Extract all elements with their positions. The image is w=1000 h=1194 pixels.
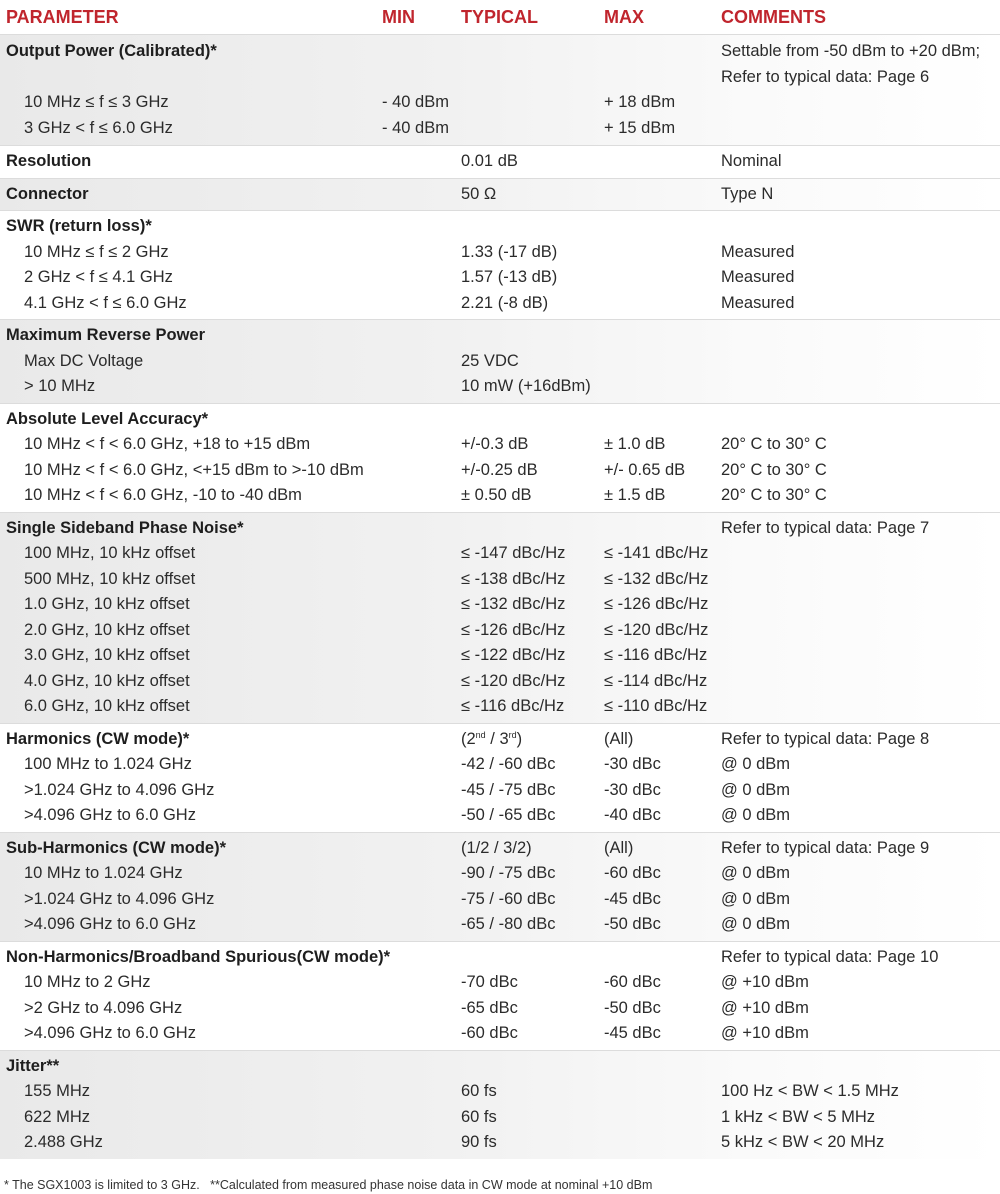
parameter-cell: 10 MHz < f < 6.0 GHz, -10 to -40 dBm xyxy=(24,486,302,504)
footnote: * The SGX1003 is limited to 3 GHz. **Calculated from measured phase noise data in CW mode at nominal +10 dBm xyxy=(4,1178,653,1192)
parameter-cell: 2 GHz < f ≤ 4.1 GHz xyxy=(24,268,173,286)
section-title-row xyxy=(0,945,1000,971)
parameter-cell: >1.024 GHz to 4.096 GHz xyxy=(24,780,215,799)
table-row xyxy=(0,669,1000,695)
table-row xyxy=(0,970,1000,996)
max-cell: -50 dBc xyxy=(604,998,661,1017)
table-row xyxy=(0,752,1000,778)
parameter-cell: 100 MHz to 1.024 GHz xyxy=(24,755,192,773)
typical-cell: (1/2 / 3/2) xyxy=(461,838,532,857)
table-row xyxy=(0,996,1000,1022)
comments-cell: Refer to typical data: Page 6 xyxy=(721,67,930,86)
spec-section xyxy=(0,210,1000,319)
table-row xyxy=(0,567,1000,593)
section-title-row xyxy=(0,39,1000,65)
parameter-cell: 2.0 GHz, 10 kHz offset xyxy=(24,620,190,639)
typical-cell: 25 VDC xyxy=(461,351,519,370)
parameter-cell: SWR (return loss)* xyxy=(6,217,152,235)
typical-cell: ≤ -116 dBc/Hz xyxy=(461,697,565,715)
typical-cell: ≤ -122 dBc/Hz xyxy=(461,646,566,664)
table-row xyxy=(0,90,1000,116)
table-row xyxy=(0,116,1000,142)
section-title-row xyxy=(0,836,1000,862)
table-row xyxy=(0,240,1000,266)
parameter-cell: 10 MHz ≤ f ≤ 2 GHz xyxy=(24,242,169,261)
typical-cell: -45 / -75 dBc xyxy=(461,780,556,799)
parameter-cell: > 10 MHz xyxy=(24,377,96,395)
table-row xyxy=(0,265,1000,291)
harmonics-typical-part: rd xyxy=(508,729,517,740)
typical-cell: 0.01 dB xyxy=(461,152,518,170)
table-row xyxy=(0,1130,1000,1156)
parameter-cell: Max DC Voltage xyxy=(24,351,144,370)
parameter-cell: 155 MHz xyxy=(24,1082,91,1100)
max-cell: ± 1.0 dB xyxy=(604,435,666,453)
header-comments: COMMENTS xyxy=(721,7,826,27)
header-typical: TYPICAL xyxy=(461,7,539,27)
parameter-cell: 3.0 GHz, 10 kHz offset xyxy=(24,646,190,664)
typical-cell: -42 / -60 dBc xyxy=(461,755,556,773)
header-max: MAX xyxy=(604,7,644,27)
comments-cell: 20° C to 30° C xyxy=(721,435,827,453)
comments-cell: @ 0 dBm xyxy=(721,889,791,908)
harmonics-typical-part: / 3 xyxy=(485,729,509,748)
comments-cell: 5 kHz < BW < 20 MHz xyxy=(721,1133,885,1151)
comments-cell: 20° C to 30° C xyxy=(721,460,827,479)
max-cell: (All) xyxy=(604,729,634,748)
table-row xyxy=(0,694,1000,720)
section-title-row xyxy=(0,727,1000,753)
parameter-cell: Connector xyxy=(6,184,89,203)
typical-cell: -90 / -75 dBc xyxy=(461,864,556,882)
comments-cell: Measured xyxy=(721,268,795,286)
max-cell: ≤ -120 dBc/Hz xyxy=(604,620,709,639)
parameter-cell: Non-Harmonics/Broadband Spurious(CW mode)* xyxy=(6,947,391,966)
parameter-cell: 100 MHz, 10 kHz offset xyxy=(24,544,196,562)
comments-cell: @ +10 dBm xyxy=(721,1024,809,1042)
section-title-row xyxy=(0,182,1000,208)
comments-cell: @ +10 dBm xyxy=(721,973,809,991)
parameter-cell: 10 MHz to 2 GHz xyxy=(24,973,151,991)
table-row xyxy=(0,1105,1000,1131)
harmonics-typical-part: (2 xyxy=(461,729,476,748)
parameter-cell: Maximum Reverse Power xyxy=(6,326,206,344)
max-cell: -60 dBc xyxy=(604,973,661,991)
parameter-cell: >4.096 GHz to 6.0 GHz xyxy=(24,915,196,933)
typical-cell: 50 Ω xyxy=(461,184,497,203)
table-row xyxy=(0,618,1000,644)
max-cell: ≤ -141 dBc/Hz xyxy=(604,544,709,562)
table-row xyxy=(0,803,1000,829)
comments-cell: Settable from -50 dBm to +20 dBm; xyxy=(721,42,981,60)
section-title-row xyxy=(0,214,1000,240)
min-cell: - 40 dBm xyxy=(382,93,449,111)
parameter-cell: 10 MHz to 1.024 GHz xyxy=(24,864,183,882)
max-cell: -60 dBc xyxy=(604,864,661,882)
typical-cell: -65 / -80 dBc xyxy=(461,915,556,933)
comments-cell: Refer to typical data: Page 8 xyxy=(721,729,930,748)
typical-cell: 1.57 (-13 dB) xyxy=(461,268,558,286)
max-cell: -45 dBc xyxy=(604,889,661,908)
harmonics-typical-part: nd xyxy=(475,729,486,740)
parameter-cell: 622 MHz xyxy=(24,1107,91,1126)
typical-cell: -70 dBc xyxy=(461,973,518,991)
typical-cell: -75 / -60 dBc xyxy=(461,889,556,908)
max-cell: ≤ -126 dBc/Hz xyxy=(604,595,709,613)
typical-cell: ≤ -126 dBc/Hz xyxy=(461,620,566,639)
max-cell: (All) xyxy=(604,838,634,857)
typical-cell: 2.21 (-8 dB) xyxy=(461,293,549,312)
comments-cell: @ 0 dBm xyxy=(721,806,791,824)
max-cell: ≤ -114 dBc/Hz xyxy=(604,671,708,690)
spec-section xyxy=(0,941,1000,1050)
parameter-cell: >1.024 GHz to 4.096 GHz xyxy=(24,889,215,908)
table-row xyxy=(0,291,1000,317)
table-row xyxy=(0,483,1000,509)
parameter-cell: Absolute Level Accuracy* xyxy=(6,409,209,428)
max-cell: + 18 dBm xyxy=(604,93,676,111)
typical-cell: ≤ -120 dBc/Hz xyxy=(461,671,566,690)
table-row xyxy=(0,887,1000,913)
comments-cell: @ 0 dBm xyxy=(721,864,791,882)
parameter-cell: 10 MHz < f < 6.0 GHz, <+15 dBm to >-10 dBm xyxy=(24,460,364,479)
section-title-row xyxy=(0,149,1000,175)
parameter-cell: 1.0 GHz, 10 kHz offset xyxy=(24,595,190,613)
table-row xyxy=(0,778,1000,804)
parameter-cell: 4.1 GHz < f ≤ 6.0 GHz xyxy=(24,293,187,312)
comments-cell: 20° C to 30° C xyxy=(721,486,827,504)
typical-cell: ≤ -132 dBc/Hz xyxy=(461,595,566,613)
max-cell: -40 dBc xyxy=(604,806,661,824)
table-row xyxy=(0,1021,1000,1047)
header-parameter: PARAMETER xyxy=(6,7,119,27)
spec-section xyxy=(0,319,1000,403)
table-row xyxy=(0,912,1000,938)
max-cell: ≤ -132 dBc/Hz xyxy=(604,569,709,588)
comments-cell: @ 0 dBm xyxy=(721,755,791,773)
comments-cell: Measured xyxy=(721,293,795,312)
typical-cell: +/-0.3 dB xyxy=(461,435,529,453)
comments-cell: Refer to typical data: Page 10 xyxy=(721,947,939,966)
comments-cell: 100 Hz < BW < 1.5 MHz xyxy=(721,1082,899,1100)
parameter-cell: 3 GHz < f ≤ 6.0 GHz xyxy=(24,118,173,137)
typical-cell: 90 fs xyxy=(461,1133,497,1151)
parameter-cell: 10 MHz ≤ f ≤ 3 GHz xyxy=(24,93,169,111)
typical-cell xyxy=(461,727,522,753)
max-cell: ± 1.5 dB xyxy=(604,486,666,504)
typical-cell: ≤ -147 dBc/Hz xyxy=(461,544,566,562)
min-cell: - 40 dBm xyxy=(382,118,449,137)
section-title-row xyxy=(0,516,1000,542)
comments-cell: @ 0 dBm xyxy=(721,915,791,933)
table-row xyxy=(0,458,1000,484)
parameter-cell: Harmonics (CW mode)* xyxy=(6,729,190,748)
table-row xyxy=(0,592,1000,618)
comments-cell: Refer to typical data: Page 7 xyxy=(721,518,930,537)
spec-section xyxy=(0,34,1000,145)
table-row xyxy=(0,374,1000,400)
table-row xyxy=(0,861,1000,887)
section-title-row xyxy=(0,407,1000,433)
spec-section xyxy=(0,145,1000,178)
section-title-row xyxy=(0,1054,1000,1080)
typical-cell: ± 0.50 dB xyxy=(461,486,532,504)
comments-cell: @ +10 dBm xyxy=(721,998,809,1017)
table-row xyxy=(0,432,1000,458)
typical-cell: ≤ -138 dBc/Hz xyxy=(461,569,566,588)
max-cell: +/- 0.65 dB xyxy=(604,460,686,479)
typical-cell: -65 dBc xyxy=(461,998,518,1017)
parameter-cell: 4.0 GHz, 10 kHz offset xyxy=(24,671,190,690)
comments-cell: @ 0 dBm xyxy=(721,780,791,799)
typical-cell: 1.33 (-17 dB) xyxy=(461,242,558,261)
spec-section xyxy=(0,512,1000,723)
max-cell: ≤ -116 dBc/Hz xyxy=(604,646,708,664)
typical-cell: -50 / -65 dBc xyxy=(461,806,556,824)
comments-cell: Type N xyxy=(721,184,774,203)
spec-section xyxy=(0,1050,1000,1159)
table-row xyxy=(0,541,1000,567)
table-header xyxy=(0,0,1000,34)
parameter-cell: Resolution xyxy=(6,152,92,170)
parameter-cell: 10 MHz < f < 6.0 GHz, +18 to +15 dBm xyxy=(24,435,311,453)
parameter-cell: >4.096 GHz to 6.0 GHz xyxy=(24,1024,196,1042)
spec-section xyxy=(0,723,1000,832)
comments-cell: 1 kHz < BW < 5 MHz xyxy=(721,1107,876,1126)
typical-cell: 60 fs xyxy=(461,1107,497,1126)
parameter-cell: >2 GHz to 4.096 GHz xyxy=(24,998,183,1017)
section-title-row xyxy=(0,323,1000,349)
parameter-cell: Sub-Harmonics (CW mode)* xyxy=(6,838,227,857)
table-body xyxy=(0,34,1000,1159)
spec-section xyxy=(0,178,1000,211)
typical-cell: -60 dBc xyxy=(461,1024,518,1042)
harmonics-typical-part: ) xyxy=(516,729,523,748)
parameter-cell: >4.096 GHz to 6.0 GHz xyxy=(24,806,196,824)
typical-cell: +/-0.25 dB xyxy=(461,460,538,479)
parameter-cell: 500 MHz, 10 kHz offset xyxy=(24,569,196,588)
parameter-cell: Single Sideband Phase Noise* xyxy=(6,518,244,537)
spec-section xyxy=(0,403,1000,512)
table-row xyxy=(0,65,1000,91)
table-row xyxy=(0,643,1000,669)
max-cell: -30 dBc xyxy=(604,780,661,799)
max-cell: -50 dBc xyxy=(604,915,661,933)
max-cell: + 15 dBm xyxy=(604,118,676,137)
table-row xyxy=(0,349,1000,375)
table-row xyxy=(0,1079,1000,1105)
comments-cell: Nominal xyxy=(721,152,782,170)
spec-section xyxy=(0,832,1000,941)
max-cell: -30 dBc xyxy=(604,755,661,773)
max-cell: ≤ -110 dBc/Hz xyxy=(604,697,708,715)
parameter-cell: Output Power (Calibrated)* xyxy=(6,42,217,60)
parameter-cell: Jitter** xyxy=(6,1056,60,1075)
parameter-cell: 6.0 GHz, 10 kHz offset xyxy=(24,697,190,715)
parameter-cell: 2.488 GHz xyxy=(24,1133,103,1151)
max-cell: -45 dBc xyxy=(604,1024,661,1042)
header-min: MIN xyxy=(382,7,415,27)
typical-cell: 10 mW (+16dBm) xyxy=(461,377,591,395)
typical-cell: 60 fs xyxy=(461,1082,497,1100)
comments-cell: Measured xyxy=(721,242,795,261)
comments-cell: Refer to typical data: Page 9 xyxy=(721,838,930,857)
